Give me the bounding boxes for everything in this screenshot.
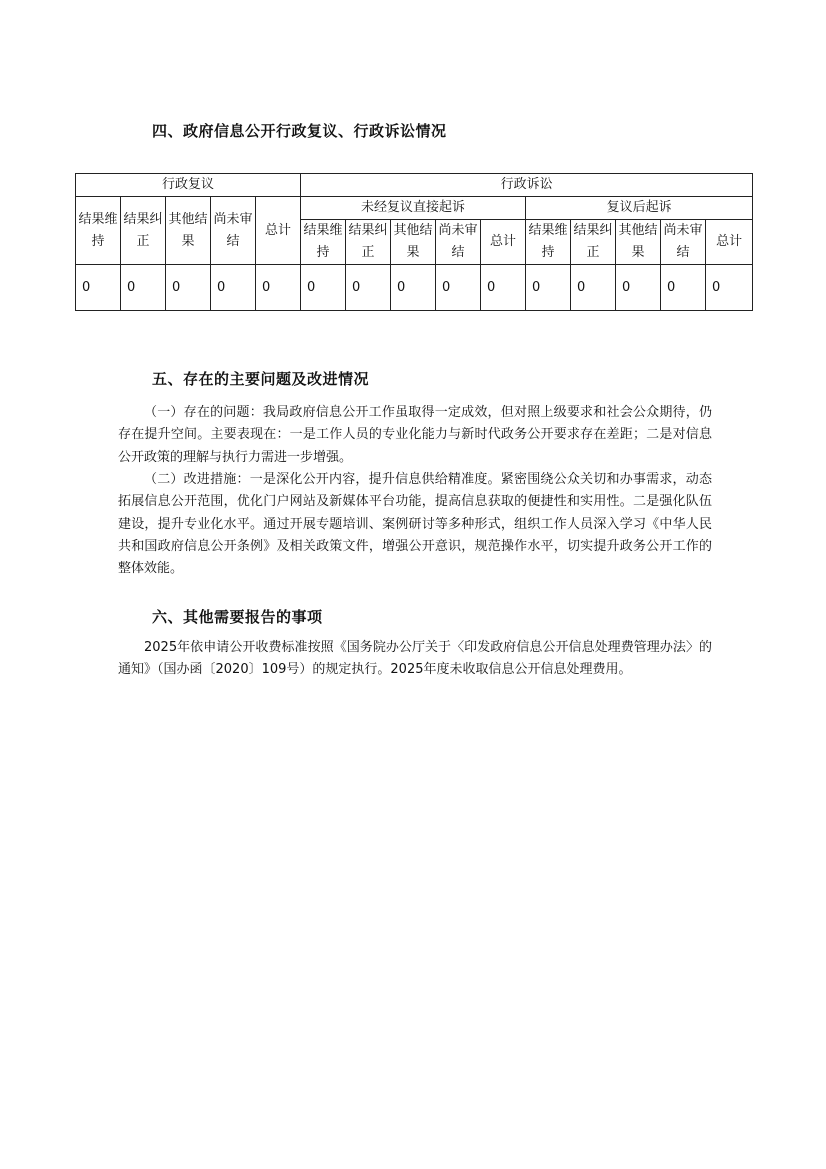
after-maintain-header: 结果维持 [526, 220, 571, 265]
after-correct-header: 结果纠正 [571, 220, 616, 265]
after-pending-header: 尚未审结 [661, 220, 706, 265]
section-4-heading: 四、政府信息公开行政复议、行政诉讼情况 [152, 122, 447, 140]
after-other-header: 其他结果 [616, 220, 661, 265]
review-maintain-header: 结果维持 [76, 197, 121, 265]
review-correct-header: 结果纠正 [121, 197, 166, 265]
value-cell: 0 [661, 265, 706, 311]
direct-suit-header: 未经复议直接起诉 [301, 197, 526, 220]
admin-review-header: 行政复议 [76, 174, 301, 197]
value-cell: 0 [211, 265, 256, 311]
direct-pending-header: 尚未审结 [436, 220, 481, 265]
review-litigation-table [75, 173, 753, 311]
value-cell: 0 [76, 265, 121, 311]
value-cell: 0 [301, 265, 346, 311]
review-pending-header: 尚未审结 [211, 197, 256, 265]
review-total-header: 总计 [256, 197, 301, 265]
value-cell: 0 [706, 265, 753, 311]
section-5-heading: 五、存在的主要问题及改进情况 [152, 370, 370, 388]
direct-maintain-header: 结果维持 [301, 220, 346, 265]
value-cell: 0 [481, 265, 526, 311]
table-row [76, 265, 753, 311]
value-cell: 0 [616, 265, 661, 311]
value-cell: 0 [256, 265, 301, 311]
direct-correct-header: 结果纠正 [346, 220, 391, 265]
value-cell: 0 [391, 265, 436, 311]
admin-litigation-header: 行政诉讼 [301, 174, 753, 197]
fees-paragraph: 2025年依申请公开收费标准按照《国务院办公厅关于〈印发政府信息公开信息处理费管理办法〉的通知》（国办函〔2020〕109号）的规定执行。2025年度未收取信息公开信息处理费用。 [118, 640, 712, 678]
value-cell: 0 [526, 265, 571, 311]
problems-paragraph: （一）存在的问题：我局政府信息公开工作虽取得一定成效，但对照上级要求和社会公众期待，仍存在提升空间。主要表现在：一是工作人员的专业化能力与新时代政务公开要求存在差距；二是对信息公开政策的理解与执行力需进一步增强。 [118, 405, 712, 465]
value-cell: 0 [571, 265, 616, 311]
value-cell: 0 [436, 265, 481, 311]
direct-other-header: 其他结果 [391, 220, 436, 265]
value-cell: 0 [121, 265, 166, 311]
measures-paragraph: （二）改进措施：一是深化公开内容，提升信息供给精准度。紧密围绕公众关切和办事需求，动态拓展信息公开范围，优化门户网站及新媒体平台功能，提高信息获取的便捷性和实用性。二是强化队伍建设，提升专业化水平。通过开展专题培训、案例研讨等多种形式，组织工作人员深入学习《中华人民共和国政府信息公开条例》及相关政策文件，增强公开意识，规范操作水平，切实提升政务公开工作的整体效能。 [118, 472, 712, 577]
section-6-heading: 六、其他需要报告的事项 [152, 608, 323, 626]
value-cell: 0 [346, 265, 391, 311]
after-review-suit-header: 复议后起诉 [526, 197, 753, 220]
review-other-header: 其他结果 [166, 197, 211, 265]
after-total-header: 总计 [706, 220, 753, 265]
direct-total-header: 总计 [481, 220, 526, 265]
value-cell: 0 [166, 265, 211, 311]
